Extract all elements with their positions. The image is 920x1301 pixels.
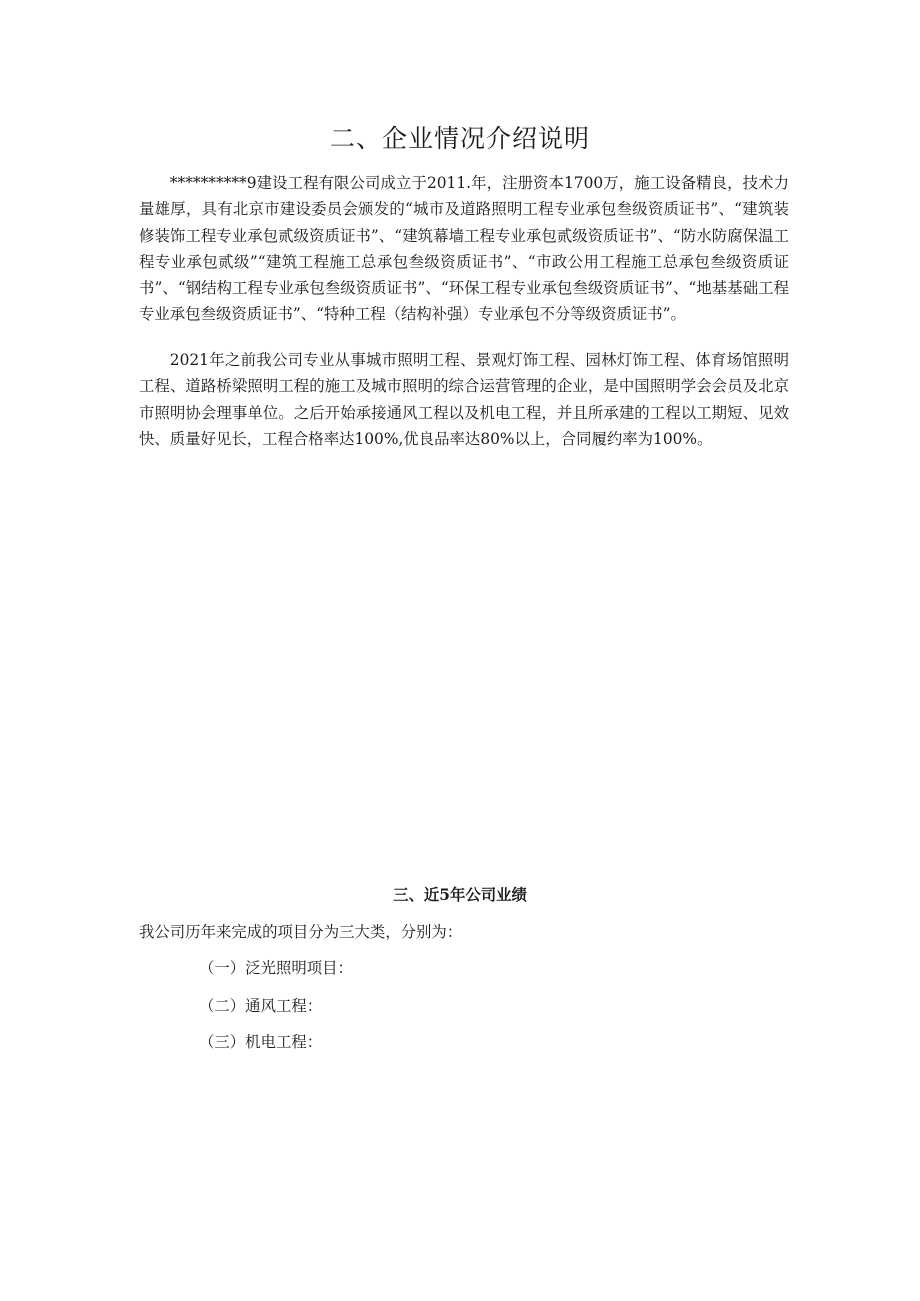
list-item-floodlighting: （一）泛光照明项目： (199, 959, 353, 977)
list-item-ventilation: （二）通风工程： (199, 997, 323, 1015)
company-history-paragraph: 2021年之前我公司专业从事城市照明工程、景观灯饰工程、园林灯饰工程、体育场馆照明工程、道路桥梁照明工程的施工及城市照明的综合运营管理的企业，是中国照明学会会员及北京市照明协会理事单位。之后开始承接通风工程以及机电工程，并且所承建的工程以工期短、见效快、质量好见长，工程合格率达100%,优良品率达80%以上，合同履约率为100%。 (139, 351, 789, 448)
company-intro-paragraph: **********9建设工程有限公司成立于2011.年，注册资本1700万，施工设备精良，技术力量雄厚，具有北京市建设委员会颁发的“城市及道路照明工程专业承包叁级资质证书”、“建筑装修装饰工程专业承包贰级资质证书”、“建筑幕墙工程专业承包贰级资质证书”、“防水防腐保温工程专业承包贰级”“建筑工程施工总承包叁级资质证书”、“市政公用工程施工总承包叁级资质证书”、“钢结构工程专业承包叁级资质证书”、“环保工程专业承包叁级资质证书”、“地基基础工程专业承包叁级资质证书”、“特种工程（结构补强）专业承包不分等级资质证书”。 (139, 174, 789, 324)
section-intro: 我公司历年来完成的项目分为三大类，分别为： (139, 923, 463, 941)
list-item-electromechanical: （三）机电工程： (199, 1033, 323, 1051)
section-title: 三、近5年公司业绩 (393, 886, 527, 904)
page-title: 二、企业情况介绍说明 (329, 124, 590, 153)
